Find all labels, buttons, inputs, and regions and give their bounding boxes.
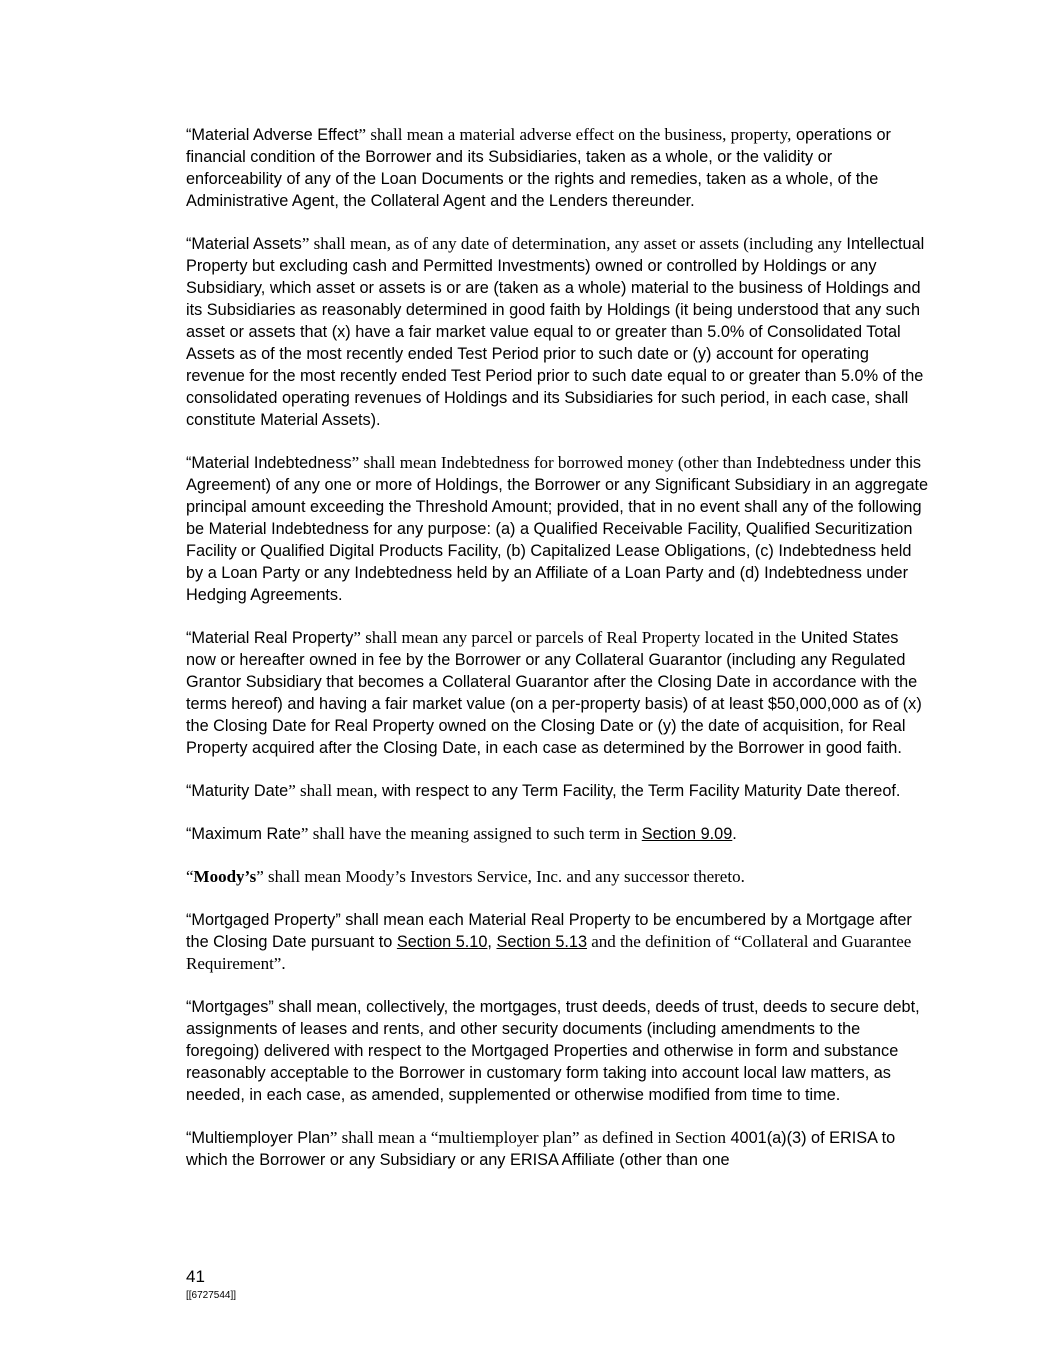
- defined-term: Mortgaged Property: [191, 911, 336, 929]
- definition-material-assets: [186, 233, 931, 431]
- close-quote: ”: [335, 911, 341, 929]
- definition-lead: shall mean a material adverse effect on the business, property,: [366, 125, 792, 144]
- open-quote: “: [186, 782, 192, 800]
- close-quote: ”: [268, 998, 274, 1016]
- close-quote: ”: [353, 628, 361, 647]
- definition-lead: shall mean, as of any date of determination, any asset or assets (including any: [309, 234, 842, 253]
- definition-lead: shall mean,: [295, 781, 378, 800]
- document-id: [[6727544]]: [186, 1290, 237, 1301]
- defined-term: Mortgages: [191, 998, 269, 1016]
- defined-term: Material Indebtedness: [191, 454, 352, 472]
- definition-mortgages: [186, 996, 931, 1106]
- open-quote: “: [186, 911, 192, 929]
- close-quote: ”: [329, 1128, 338, 1147]
- definition-body: operations or financial condition of the Borrower and its Subsidiaries, taken as a whole, or the validity or enforceability of any of the Loan Documents or the rights and remedies, taken as a whole, of the Administrative Agent, the Collateral Agent and the Lenders thereunder.: [186, 126, 891, 210]
- defined-term: Moody’s: [193, 867, 257, 886]
- defined-term: Multiemployer Plan: [191, 1129, 330, 1147]
- definition-body: United States now or hereafter owned in fee by the Borrower or any Collateral Guarantor (including any Regulated Grantor Subsidiary that becomes a Collateral Guarantor after the Closing Date in accordance with the terms hereof) and having a fair market value (on a per-property basis) of at least $50,000,000 as of (x) the Closing Date for Real Property owned on the Closing Date or (y) the date of acquisition, for Real Property acquired after the Closing Date, in each case as determined by the Borrower in good faith.: [186, 629, 922, 757]
- open-quote: “: [186, 867, 194, 886]
- definition-lead: shall mean Indebtedness for borrowed money (other than Indebtedness: [359, 453, 845, 472]
- definition-lead: shall mean each Material Real Property to be encumbered by a Mortgage after the Closing Date pursuant to: [186, 911, 912, 951]
- definition-lead: shall mean any parcel or parcels of Real Property located in the: [360, 628, 797, 647]
- defined-term: Maturity Date: [191, 782, 289, 800]
- open-quote: “: [186, 126, 192, 144]
- defined-term: Material Adverse Effect: [191, 126, 359, 144]
- close-quote: ”: [300, 824, 309, 843]
- definition-mortgaged-property: [186, 909, 931, 975]
- open-quote: “: [186, 454, 192, 472]
- open-quote: “: [186, 629, 192, 647]
- close-quote: ”: [358, 125, 367, 144]
- definition-lead: shall mean a “multiemployer plan” as defined in Section: [337, 1128, 726, 1147]
- definition-tail: .: [732, 825, 737, 843]
- close-quote: ”: [288, 781, 296, 800]
- definition-material-indebtedness: [186, 452, 931, 606]
- link-separator: ,: [487, 933, 497, 951]
- definition-material-adverse-effect: [186, 124, 931, 212]
- definition-body: under this Agreement) of any one or more of Holdings, the Borrower or any Significant Subsidiary in an aggregate principal amount exceeding the Threshold Amount; provided, that in no event shall any of the following be Material Indebtedness for any purpose: (a) a Qualified Receivable Facility, Qualified Securitization Facility or Qualified Digital Products Facility, (b) Capitalized Lease Obligations, (c) Indebtedness held by a Loan Party or any Indebtedness held by an Affiliate of a Loan Party and (d) Indebtedness under Hedging Agreements.: [186, 454, 929, 604]
- definition-body: 4001(a)(3) of ERISA to which the Borrower or any Subsidiary or any ERISA Affiliate (other than one: [186, 1129, 896, 1169]
- defined-term: Material Assets: [191, 235, 302, 253]
- definition-body: with respect to any Term Facility, the Term Facility Maturity Date thereof.: [377, 782, 901, 800]
- page-number: 41: [186, 1267, 205, 1286]
- section-reference-link[interactable]: Section 5.10: [396, 933, 488, 951]
- definition-maturity-date: [186, 780, 931, 802]
- close-quote: ”: [351, 453, 360, 472]
- section-reference-link[interactable]: Section 9.09: [641, 825, 733, 843]
- definition-material-real-property: [186, 627, 931, 759]
- definition-body: shall mean, collectively, the mortgages, trust deeds, deeds of trust, deeds to secure debt, assignments of leases and rents, and other security documents (including amendments to the foregoing) delivered with respect to the Mortgaged Properties and otherwise in form and substance reasonably acceptable to the Borrower in customary form taking into account local law matters, as needed, in each case, as amended, supplemented or otherwise modified from time to time.: [186, 998, 920, 1104]
- open-quote: “: [186, 998, 192, 1016]
- definition-lead: shall mean Moody’s Investors Service, Inc. and any successor thereto.: [263, 867, 745, 886]
- definition-lead: shall have the meaning assigned to such term in: [308, 824, 642, 843]
- open-quote: “: [186, 235, 192, 253]
- open-quote: “: [186, 1129, 192, 1147]
- close-quote: ”: [301, 234, 310, 253]
- definition-body: Intellectual Property but excluding cash and Permitted Investments) owned or controlled by Holdings or any Subsidiary, which asset or assets is or are (taken as a whole) material to the business of Holdings and its Subsidiaries as reasonably determined in good faith by Holdings (it being understood that any such asset or assets that (x) have a fair market value equal to or greater than 5.0% of Consolidated Total Assets as of the most recently ended Test Period prior to such date or (y) account for operating revenue for the most recently ended Test Period prior to such date equal to or greater than 5.0% of the consolidated operating revenues of Holdings and its Subsidiaries for such period, in each case, shall constitute Material Assets).: [186, 235, 925, 429]
- close-quote: ”: [256, 867, 264, 886]
- definition-moodys: [186, 866, 931, 888]
- definition-maximum-rate: [186, 823, 931, 845]
- definition-tail: and the definition of “Collateral and Guarantee Requirement”.: [186, 932, 912, 973]
- section-reference-link[interactable]: Section 5.13: [496, 933, 588, 951]
- definitions-body: [186, 124, 931, 1192]
- defined-term: Maximum Rate: [191, 825, 301, 843]
- defined-term: Material Real Property: [191, 629, 354, 647]
- definition-multiemployer-plan: [186, 1127, 931, 1171]
- open-quote: “: [186, 825, 192, 843]
